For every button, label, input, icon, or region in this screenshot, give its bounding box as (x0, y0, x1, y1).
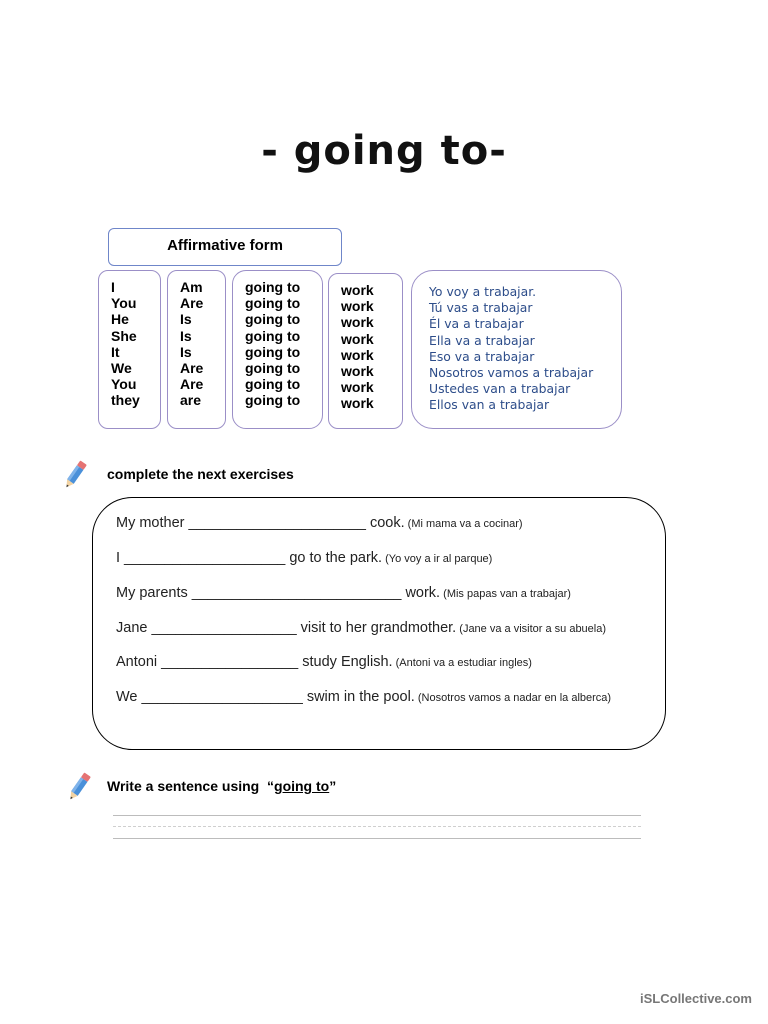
verb-cell: Are (180, 376, 204, 393)
verb-cell: Are (180, 295, 204, 312)
translation-cell: Ellos van a trabajar (429, 397, 550, 413)
going-to-cell: going to (245, 392, 301, 409)
exercise-hint: (Mis papas van a trabajar) (440, 588, 571, 600)
exercise-item (116, 654, 532, 670)
going-to-cell: going to (245, 360, 301, 377)
exercise-hint: (Yo voy a ir al parque) (382, 553, 493, 565)
subject-cell: It (111, 343, 120, 360)
subject-cell: I (111, 279, 115, 295)
going-to-cell: going to (245, 279, 301, 295)
translation-cell: Yo voy a trabajar. (429, 284, 537, 299)
exercise-sentence: Jane __________________ visit to her grandmother. (116, 620, 457, 636)
quote-open: “ (267, 778, 275, 794)
exercise-hint: (Nosotros vamos a nadar en la alberca) (414, 692, 612, 704)
work-cell: work (341, 314, 374, 331)
work-cell: work (341, 363, 374, 380)
exercise-item (116, 689, 611, 705)
page-title: - going to- (261, 128, 507, 174)
exercise-item (116, 515, 523, 531)
writing-line[interactable] (113, 815, 641, 816)
verb-cell: Are (180, 360, 204, 377)
exercise-sentence: My mother ______________________ cook. (116, 515, 405, 531)
going-to-phrase: going to (274, 778, 330, 794)
going-to-column (232, 270, 323, 429)
going-to-cell: going to (245, 343, 301, 360)
exercise-hint: (Jane va a visitor a su abuela) (456, 623, 607, 635)
work-cell: work (341, 379, 374, 396)
affirmative-heading: Affirmative form (108, 228, 342, 266)
exercises-label: complete the next exercises (107, 466, 294, 482)
subject-cell: You (111, 295, 137, 312)
verbs-column (167, 270, 226, 429)
translation-cell: Tú vas a trabajar (429, 300, 533, 316)
exercise-sentence: We ____________________ swim in the pool. (116, 689, 415, 705)
going-to-cell: going to (245, 311, 301, 328)
exercise-item (116, 585, 571, 601)
work-cell: work (341, 346, 374, 363)
exercise-sentence: My parents __________________________ work. (116, 585, 441, 601)
subject-cell: You (111, 376, 137, 393)
exercise-hint: (Mi mama va a cocinar) (404, 518, 523, 530)
exercise-sentence: I ____________________ go to the park. (116, 550, 383, 566)
footer-watermark: iSLCollective.com (640, 991, 752, 1006)
verb-cell: are (180, 392, 202, 409)
exercise-sentence: Antoni _________________ study English. (116, 654, 393, 670)
subject-cell: He (111, 311, 129, 328)
translation-cell: Ella va a trabajar (429, 332, 535, 348)
exercise-item (116, 620, 606, 636)
verb-cell: Am (180, 279, 203, 295)
translation-cell: Ustedes van a trabajar (429, 381, 571, 397)
writing-line[interactable] (113, 826, 641, 827)
quote-close: ” (329, 778, 337, 794)
going-to-cell: going to (245, 327, 301, 344)
exercise-hint: (Antoni va a estudiar ingles) (392, 657, 532, 669)
subjects-column (98, 270, 161, 429)
going-to-cell: going to (245, 295, 301, 312)
work-cell: work (341, 298, 374, 315)
work-cell: work (341, 395, 374, 412)
work-column (328, 273, 403, 429)
exercise-item (116, 550, 492, 566)
verb-cell: Is (180, 327, 192, 344)
write-instruction (107, 778, 336, 794)
pencil-icon (64, 770, 94, 804)
work-cell: work (341, 282, 374, 298)
subject-cell: they (111, 392, 140, 409)
work-cell: work (341, 330, 374, 347)
translation-cell: Nosotros vamos a trabajar (429, 365, 594, 381)
translations-column (411, 270, 622, 429)
pencil-icon (60, 458, 90, 492)
write-label: Write a sentence using (107, 778, 268, 794)
verb-cell: Is (180, 311, 192, 328)
verb-cell: Is (180, 343, 192, 360)
writing-line[interactable] (113, 838, 641, 839)
subject-cell: We (111, 360, 132, 377)
translation-cell: Eso va a trabajar (429, 348, 535, 364)
subject-cell: She (111, 327, 137, 344)
going-to-cell: going to (245, 376, 301, 393)
translation-cell: Él va a trabajar (429, 316, 524, 332)
